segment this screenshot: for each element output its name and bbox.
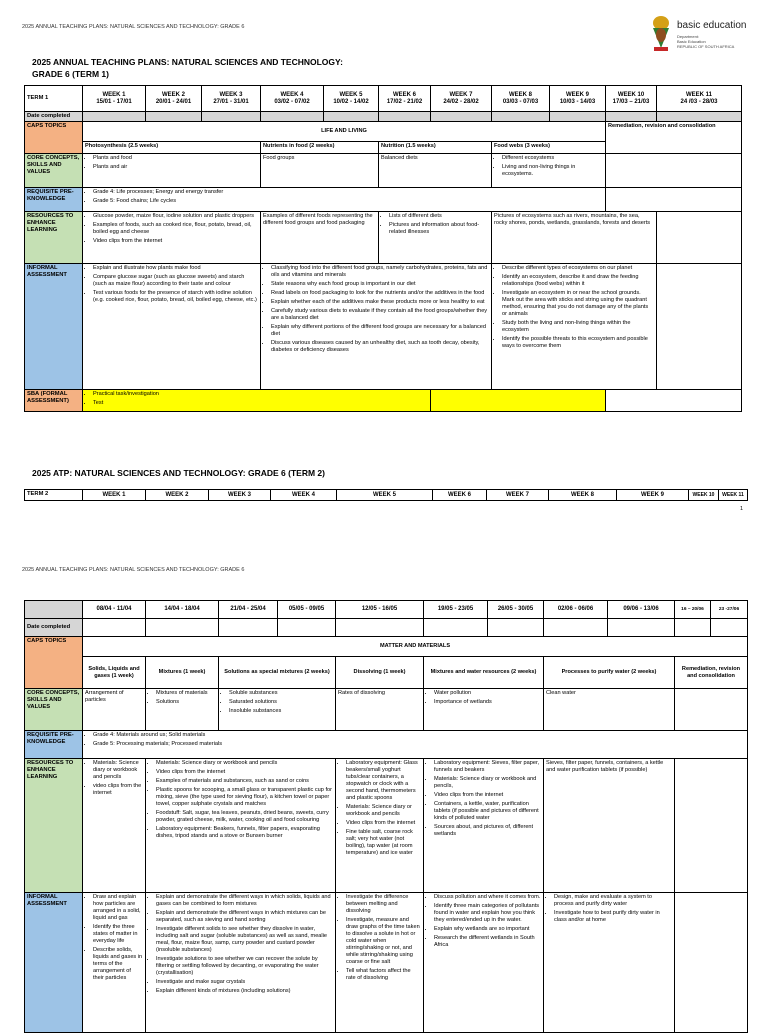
subtopic: Nutrition (1.5 weeks) bbox=[379, 142, 492, 154]
week-cell: WEEK 4 03/02 - 07/02 bbox=[261, 86, 324, 112]
week-cell: WEEK 4 bbox=[271, 490, 337, 501]
core-concepts-label: CORE CONCEPTS, SKILLS AND VALUES bbox=[25, 154, 83, 188]
sba-cell: • Practical task/investigation • Test bbox=[83, 390, 431, 412]
subtopic: Processes to purify water (2 weeks) bbox=[544, 657, 675, 689]
informal-cell: • Describe different types of ecosystems on our planet • Identify an ecosystem, describe it and draw the feeding relationships (food webs) within it • Investigate an ecosystem in or near the school grounds. Mark out the area with sticks and string using the quadrant method, ensuring that you do not damage any of the plants or animals • Study both the living and non-living things within the ecosystem • Identify the possible threats to this ecosystem and possible ways to overcome them bbox=[492, 264, 657, 390]
date-cell: 19/05 - 23/05 bbox=[424, 601, 488, 619]
prereq-label: REQUISITE PRE-KNOWLEDGE bbox=[25, 731, 83, 759]
resources-cell: • Materials: Science diary or workbook and pencils • video clips from the internet bbox=[83, 759, 146, 893]
sba-label: SBA (FORMAL ASSESSMENT) bbox=[25, 390, 83, 412]
informal-assessment-label: INFORMAL ASSESSMENT bbox=[25, 264, 83, 390]
core-cell: • Water pollution • Importance of wetlands bbox=[424, 689, 544, 731]
week-cell: WEEK 8 03/03 - 07/03 bbox=[492, 86, 550, 112]
caps-topics-label: CAPS TOPICS bbox=[25, 122, 83, 154]
resources-cell: Examples of different foods representing the different food groups and food packaging bbox=[261, 212, 379, 264]
week-cell: WEEK 5 bbox=[337, 490, 433, 501]
week-cell: WEEK 1 15/01 - 17/01 bbox=[83, 86, 146, 112]
date-completed-label: Date completed bbox=[25, 619, 83, 637]
basic-education-logo bbox=[650, 14, 750, 54]
caps-topics-label: CAPS TOPICS bbox=[25, 637, 83, 689]
prereq-cell: • Grade 4: Life processes; Energy and energy transfer • Grade 5: Food chains; Life cycles bbox=[83, 188, 606, 212]
core-cell: Rates of dissolving bbox=[336, 689, 424, 731]
date-cell: 12/05 - 16/05 bbox=[336, 601, 424, 619]
term2-header-table bbox=[24, 489, 748, 501]
subtopic: Solutions as special mixtures (2 weeks) bbox=[219, 657, 336, 689]
prereq-label: REQUISITE PRE-KNOWLEDGE bbox=[25, 188, 83, 212]
informal-cell: • Classifying food into the different food groups, namely carbohydrates, proteins, fats and oils and vitamins and minerals • State reasons why each food group is important in our diet • Read labels on food packaging to look for the nutrients and/or the additives in the food • Explain whether each of the additives make these products more or less healthy to eat • Carefully study various diets to evaluate if they contain all the food groups/whether they are a balanced diet • Explain why different portions of the different food groups are necessary for a balanced diet • Discuss various diseases caused by an unhealthy diet, such as tooth decay, obesity, diabetes or deficiency diseases bbox=[261, 264, 492, 390]
subtopic: Remediation, revision and consolidation bbox=[675, 657, 748, 689]
resources-cell: • Lists of different diets • Pictures and information about food-related illnesses bbox=[379, 212, 492, 264]
informal-cell: • Design, make and evaluate a system to process and purify dirty water • Investigate how to best purify dirty water in class and/or at home bbox=[544, 893, 675, 1033]
resources-cell: • Materials: Science diary or workbook and pencils • Video clips from the internet • Examples of materials and substances, such as sand or coins • Plastic spoons for scooping, a small glass or transparent plastic cup for mixing, sieve (the type used for sieving flour), a kitchen towel or paper towel, copper sulphate crystals and matches • Foodstuff: Salt, sugar, tea leaves, peanuts, dried beans, sweets, curry powder, grated cheese, milk, water, cooking oil and food colouring • Laboratory equipment: Beakers, funnels, filter papers, evaporating dishes, tripod stands and a stove or Bunsen burner bbox=[146, 759, 336, 893]
remediation-cell: Remediation, revision and consolidation bbox=[606, 122, 742, 154]
subtopic: Solids, Liquids and gases (1 week) bbox=[83, 657, 146, 689]
date-cell: 14/04 - 18/04 bbox=[146, 601, 219, 619]
week-cell: WEEK 3 bbox=[209, 490, 271, 501]
core-cell: • Different ecosystems • Living and non-living things in ecosystems. bbox=[492, 154, 606, 188]
date-cell: 05/05 - 09/05 bbox=[278, 601, 336, 619]
core-cell: • Mixtures of materials • Solutions bbox=[146, 689, 219, 731]
resources-cell: Sieves, filter paper, funnels, containers, a kettle and water purification tablets (if possible) bbox=[544, 759, 675, 893]
resources-cell: • Laboratory equipment: Glass beakers/small yoghurt tubs/clear containers, a stopwatch or clock with a second hand, thermometers and plastic spoons • Materials: Science diary or workbook and pencils • Video clips from the internet • Fine table salt, coarse rock salt; very hot water (not boiling), tap water (at room temperature) and ice water bbox=[336, 759, 424, 893]
week-cell: WEEK 6 bbox=[433, 490, 487, 501]
logo-sub: Department: Basic Education REPUBLIC OF SOUTH AFRICA bbox=[677, 34, 735, 49]
topic-heading: LIFE AND LIVING bbox=[83, 122, 606, 142]
subtopic: Nutrients in food (2 weeks) bbox=[261, 142, 379, 154]
term-label: TERM 2 bbox=[25, 490, 83, 501]
week-cell: WEEK 6 17/02 - 21/02 bbox=[379, 86, 431, 112]
core-cell: • Soluble substances • Saturated solutions • Insoluble substances bbox=[219, 689, 336, 731]
term1-week-row bbox=[25, 86, 742, 112]
core-cell: Clean water bbox=[544, 689, 675, 731]
resources-label: RESOURCES TO ENHANCE LEARNING bbox=[25, 212, 83, 264]
week-cell: WEEK 7 24/02 - 28/02 bbox=[431, 86, 492, 112]
informal-cell: • Explain and demonstrate the different ways in which solids, liquids and gases can be combined to form mixtures • Explain and demonstrate the different ways in which mixtures can be separated, such as sieving and hand sorting • Investigate different solids to see whether they dissolve in water, including salt and sugar (soluble substances) as well as sand, mealie meal, flour, maize flour, samp, curry powder and custard powder (insoluble substances) • Investigate solutions to see whether we can recover the solute by filtering or settling followed by decanting, or evaporating the water (crystallisation) • Investigate and make sugar crystals • Explain different kinds of mixtures (including solutions) bbox=[146, 893, 336, 1033]
date-completed-label: Date completed bbox=[25, 112, 83, 122]
week-cell: WEEK 9 10/03 - 14/03 bbox=[550, 86, 606, 112]
core-cell: Arrangement of particles bbox=[83, 689, 146, 731]
date-cell: 02/06 - 06/06 bbox=[544, 601, 608, 619]
coat-of-arms-icon bbox=[650, 14, 672, 52]
topic-heading: MATTER AND MATERIALS bbox=[83, 637, 748, 657]
running-header: 2025 ANNUAL TEACHING PLANS: NATURAL SCIENCES AND TECHNOLOGY: GRADE 6 bbox=[22, 24, 245, 30]
date-cell: 21/04 - 25/04 bbox=[219, 601, 278, 619]
week-cell: WEEK 10 17/03 – 21/03 bbox=[606, 86, 657, 112]
subtopic: Mixtures and water resources (2 weeks) bbox=[424, 657, 544, 689]
prereq-cell: • Grade 4: Materials around us; Solid materials • Grade 5: Processing materials; Processed materials bbox=[83, 731, 748, 759]
week-cell: WEEK 5 10/02 - 14/02 bbox=[324, 86, 379, 112]
subtopic: Photosynthesis (2.5 weeks) bbox=[83, 142, 261, 154]
week-cell: WEEK 11 24 /03 - 28/03 bbox=[657, 86, 742, 112]
running-header: 2025 ANNUAL TEACHING PLANS: NATURAL SCIENCES AND TECHNOLOGY: GRADE 6 bbox=[22, 567, 245, 573]
week-cell: WEEK 2 bbox=[146, 490, 209, 501]
core-concepts-label: CORE CONCEPTS, SKILLS AND VALUES bbox=[25, 689, 83, 731]
term2-table bbox=[24, 600, 748, 1033]
week-cell: WEEK 8 bbox=[549, 490, 617, 501]
logo-name: basic education bbox=[677, 20, 747, 31]
informal-cell: • Explain and illustrate how plants make food • Compare glucose sugar (such as glucose sweets) and starch (such as maize flour) according to their taste and colour • Test various foods for the presence of starch with iodine solution (e.g. cooked rice, flour, potato, bread, oil, boiled egg, cheese, etc.) bbox=[83, 264, 261, 390]
week-cell: WEEK 3 27/01 - 31/01 bbox=[202, 86, 261, 112]
date-cell: 08/04 - 11/04 bbox=[83, 601, 146, 619]
informal-cell: • Discuss pollution and where it comes from. • Identify three main categories of pollutants found in water and explain how you think they entered/ended up in the water. • Explain why wetlands are so important • Research the different wetlands in South Africa bbox=[424, 893, 544, 1033]
term1-table bbox=[24, 85, 742, 412]
week-cell: WEEK 10 bbox=[689, 490, 719, 501]
week-cell: WEEK 11 bbox=[719, 490, 748, 501]
subtopic: Food webs (3 weeks) bbox=[492, 142, 606, 154]
date-cell: 16 – 20/06 bbox=[675, 601, 711, 619]
week-cell: WEEK 9 bbox=[617, 490, 689, 501]
resources-cell: Pictures of ecosystems such as rivers, mountains, the sea, rocky shores, ponds, wetlands, grasslands, forests and deserts bbox=[492, 212, 657, 264]
core-cell: Balanced diets bbox=[379, 154, 492, 188]
core-cell: Food groups bbox=[261, 154, 379, 188]
date-cell: 09/06 - 13/06 bbox=[608, 601, 675, 619]
resources-cell: • Laboratory equipment: Sieves, filter paper, funnels and beakers • Materials: Science diary or workbook and pencils, • Video clips from the internet • Containers, a kettle, water, purification tablets (if possible and pictures of different kinds of polluted water • Sources about, and pictures of, different wetlands bbox=[424, 759, 544, 893]
core-cell: • Plants and food • Plants and air bbox=[83, 154, 261, 188]
week-cell: WEEK 7 bbox=[487, 490, 549, 501]
informal-cell: • Draw and explain how particles are arranged in a solid, liquid and gas • Identify the three states of matter in everyday life • Describe solids, liquids and gases in terms of the arrangement of their particles bbox=[83, 893, 146, 1033]
week-cell: WEEK 1 bbox=[83, 490, 146, 501]
informal-assessment-label: INFORMAL ASSESSMENT bbox=[25, 893, 83, 1033]
term2-title: 2025 ATP: NATURAL SCIENCES AND TECHNOLOGY: GRADE 6 (TERM 2) bbox=[32, 468, 325, 478]
subtopic: Dissolving (1 week) bbox=[336, 657, 424, 689]
date-cell: 26/05 - 30/05 bbox=[488, 601, 544, 619]
resources-label: RESOURCES TO ENHANCE LEARNING bbox=[25, 759, 83, 893]
page-number: 1 bbox=[740, 506, 744, 512]
week-cell: WEEK 2 20/01 - 24/01 bbox=[146, 86, 202, 112]
informal-cell: • Investigate the difference between melting and dissolving • Investigate, measure and draw graphs of the time taken to dissolve a solute in hot or cold water when stirring/shaking or not, and while stirring/shaking using coarse or fine salt • Tell what factors affect the rate of dissolving bbox=[336, 893, 424, 1033]
date-cell: 23 -27/06 bbox=[711, 601, 748, 619]
term-label: TERM 1 bbox=[25, 86, 83, 112]
resources-cell: • Glucose powder, maize flour, iodine solution and plastic droppers • Examples of foods, such as cooked rice, flour, potato, bread, oil, boiled egg and cheese • Video clips from the internet bbox=[83, 212, 261, 264]
page-title: 2025 ANNUAL TEACHING PLANS: NATURAL SCIENCES AND TECHNOLOGY: GRADE 6 (TERM 1) bbox=[32, 57, 343, 79]
subtopic: Mixtures (1 week) bbox=[146, 657, 219, 689]
